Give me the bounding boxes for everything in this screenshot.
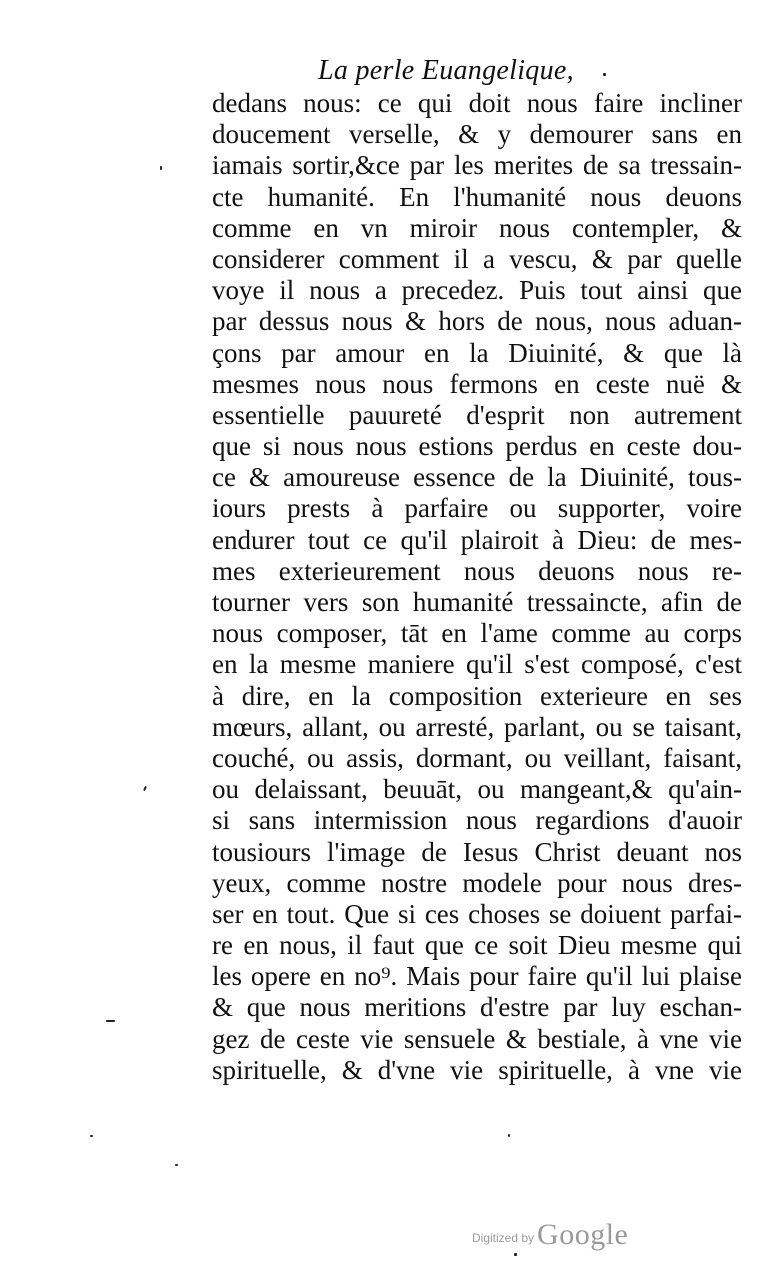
text-line: comme en vn miroir nous contempler, &	[212, 212, 742, 243]
text-line: iours prests à parfaire ou supporter, voire	[212, 493, 742, 524]
text-line: doucement verselle, & y demourer sans en	[212, 119, 742, 150]
text-line: ce & amoureuse essence de la Diuinité, tous-	[212, 462, 742, 493]
text-line: cte humanité. En l'humanité nous deuons	[212, 181, 742, 212]
scan-speck	[106, 1020, 115, 1022]
text-line: mœurs, allant, ou arresté, parlant, ou se taisant,	[212, 711, 742, 742]
text-line: nous composer, tāt en l'ame comme au corps	[212, 618, 742, 649]
text-line: couché, ou assis, dormant, ou veillant, faisant,	[212, 742, 742, 773]
text-line: & que nous meritions d'estre par luy eschan-	[212, 992, 742, 1023]
text-line: si sans intermission nous regardions d'auoir	[212, 805, 742, 836]
watermark-prefix: Digitized by	[472, 1231, 535, 1245]
text-line: les opere en no⁹. Mais pour faire qu'il lui plaise	[212, 961, 742, 992]
text-line: par dessus nous & hors de nous, nous aduan-	[212, 306, 742, 337]
text-line: en la mesme maniere qu'il s'est composé, c'est	[212, 649, 742, 680]
text-line: à dire, en la composition exterieure en ses	[212, 680, 742, 711]
scan-speck	[175, 1164, 178, 1166]
text-line: re en nous, il faut que ce soit Dieu mesme qui	[212, 930, 742, 961]
text-line: yeux, comme nostre modele pour nous dres-	[212, 867, 742, 898]
body-text	[212, 88, 742, 1086]
text-line: endurer tout ce qu'il plairoit à Dieu: de mes-	[212, 524, 742, 555]
scan-speck	[90, 1135, 93, 1137]
text-line: dedans nous: ce qui doit nous faire incliner	[212, 88, 742, 118]
text-line: ser en tout. Que si ces choses se doiuent parfai-	[212, 898, 742, 929]
scan-speck	[508, 1134, 510, 1137]
text-line: tourner vers son humanité tressaincte, afin de	[212, 587, 742, 617]
digitized-watermark	[472, 1218, 628, 1252]
text-line: mesmes nous nous fermons en ceste nuë &	[212, 368, 742, 399]
text-line: essentielle pauureté d'esprit non autrement	[212, 399, 742, 430]
running-head: La perle Euangelique,	[318, 55, 574, 86]
text-line: considerer comment il a vescu, & par quelle	[212, 243, 742, 274]
text-line: gez de ceste vie sensuele & bestiale, à vne vie	[212, 1023, 742, 1054]
scan-speck	[514, 1253, 517, 1256]
text-line: que si nous nous estions perdus en ceste dou-	[212, 431, 742, 462]
text-line: çons par amour en la Diuinité, & que là	[212, 337, 742, 368]
scan-speck	[603, 73, 606, 76]
text-line: tousiours l'image de Iesus Christ deuant nos	[212, 836, 742, 867]
google-logo: Google	[537, 1218, 629, 1251]
text-line: ou delaissant, beuuāt, ou mangeant,& qu'ain-	[212, 774, 742, 805]
scan-speck	[160, 166, 162, 170]
text-line: iamais sortir,&ce par les merites de sa tressain-	[212, 150, 742, 181]
scan-speck	[143, 786, 147, 791]
text-line: voye il nous a precedez. Puis tout ainsi que	[212, 275, 742, 306]
text-line: mes exterieurement nous deuons nous re-	[212, 555, 742, 586]
text-line: spirituelle, & d'vne vie spirituelle, à vne vie	[212, 1054, 742, 1085]
